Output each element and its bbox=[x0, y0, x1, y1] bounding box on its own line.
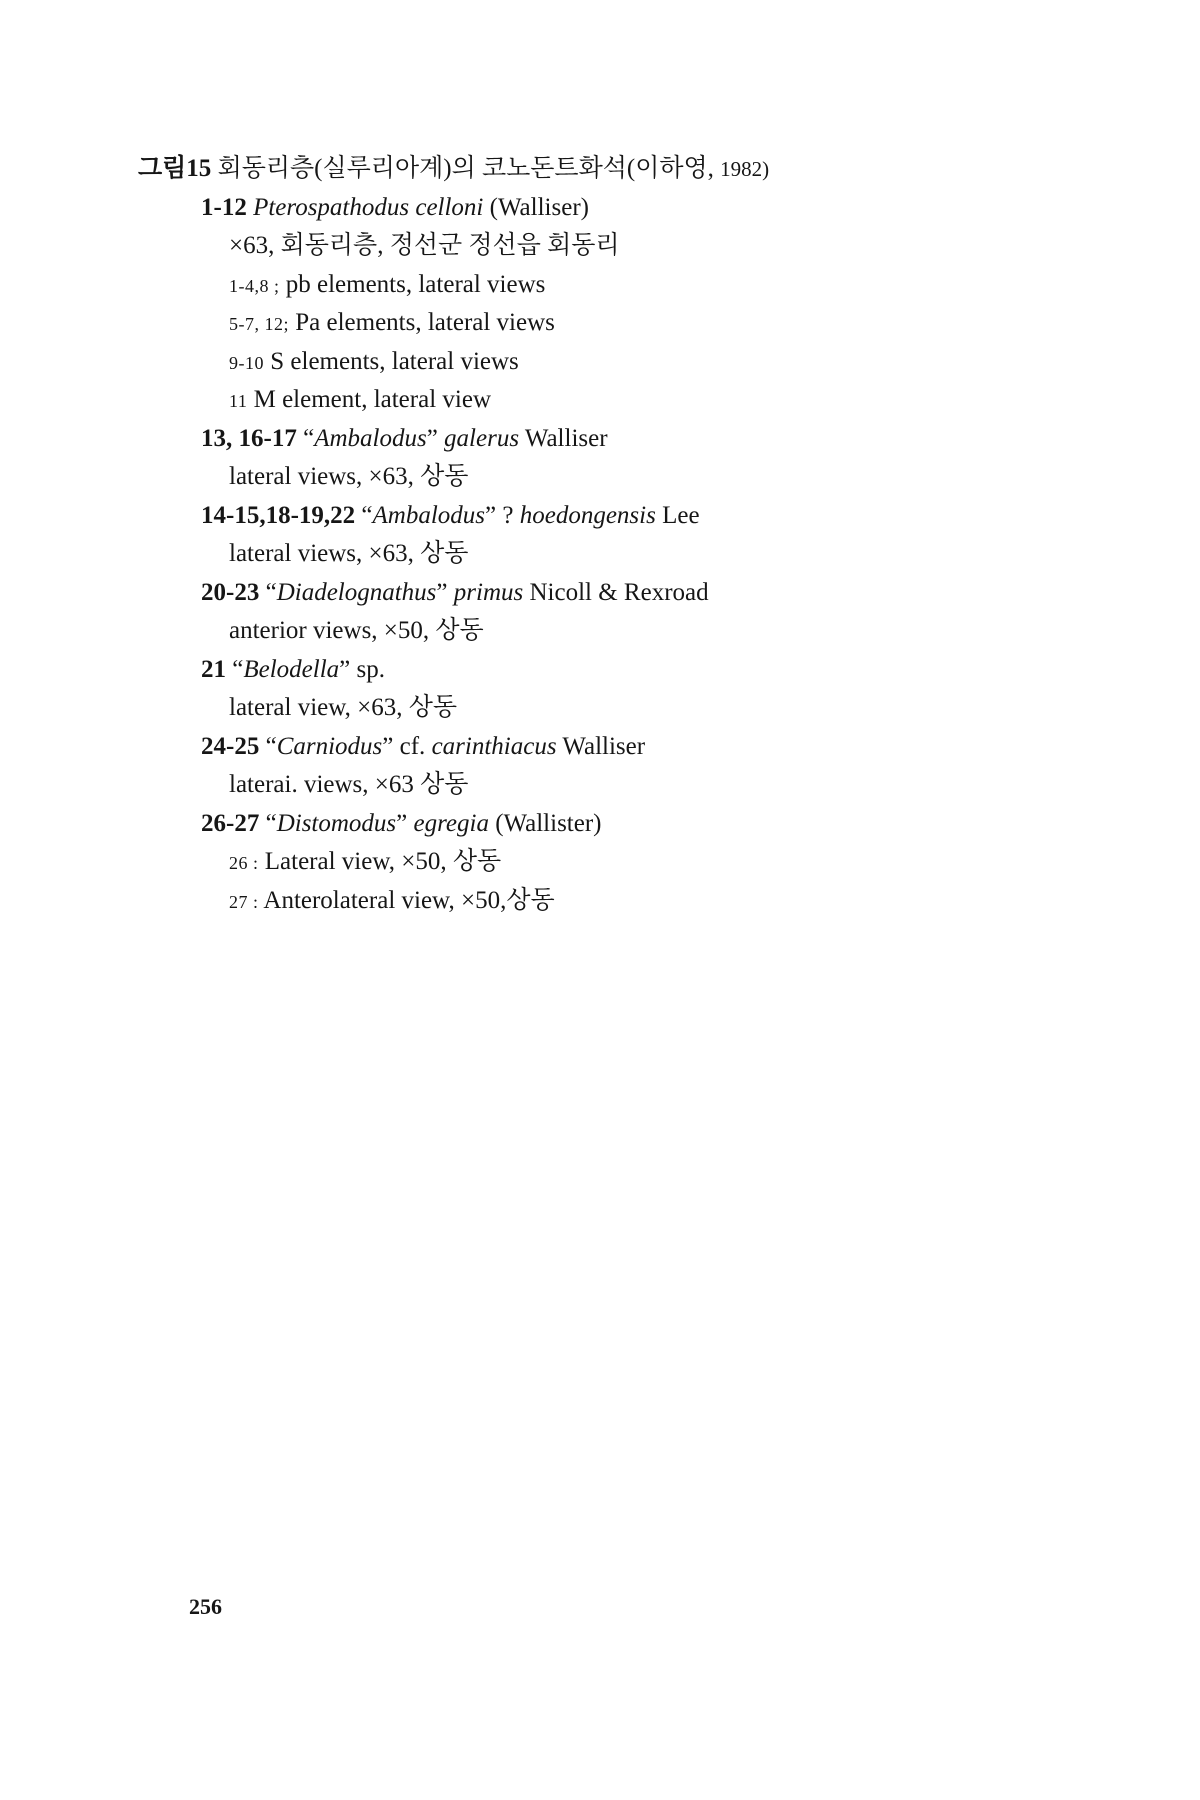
entry-taxon: Ambalodus bbox=[372, 501, 486, 529]
caption-subline bbox=[229, 689, 1038, 728]
caption-subline bbox=[229, 612, 1038, 651]
quote-close: ” bbox=[396, 809, 408, 837]
caption-subline bbox=[229, 304, 1038, 343]
entry-species: carinthiacus bbox=[431, 732, 557, 760]
entry-desc: M element, lateral view bbox=[253, 386, 491, 413]
entry-author: Walliser bbox=[524, 424, 608, 452]
entry-species: hoedongensis bbox=[519, 501, 656, 529]
entry-number: 20-23 bbox=[201, 578, 260, 606]
quote-close: ” bbox=[382, 732, 394, 760]
entry-text: lateral views, ×63, 상동 bbox=[229, 540, 469, 567]
figure-caption bbox=[138, 150, 1038, 920]
entry-taxon: Pterospathodus celloni bbox=[253, 193, 484, 221]
quote-open: “ bbox=[361, 501, 373, 529]
entry-number: 27 : bbox=[229, 891, 259, 912]
entry-desc: S elements, lateral views bbox=[270, 347, 519, 375]
entry-author: (Wallister) bbox=[495, 809, 602, 837]
caption-subline bbox=[229, 766, 1038, 805]
entry-author: Walliser bbox=[562, 732, 646, 760]
quote-open: “ bbox=[232, 655, 244, 683]
entry-number: 24-25 bbox=[201, 732, 260, 760]
entry-number: 13, 16-17 bbox=[201, 424, 297, 452]
caption-subline bbox=[229, 266, 1038, 305]
entry-number: 26 : bbox=[229, 853, 259, 873]
entry-species: galerus bbox=[444, 424, 520, 452]
entry-author: (Walliser) bbox=[489, 193, 589, 221]
entry-taxon: Ambalodus bbox=[314, 424, 427, 452]
caption-entry bbox=[201, 728, 1038, 767]
page-number: 256 bbox=[189, 1594, 222, 1619]
entry-number: 21 bbox=[201, 655, 226, 683]
entry-author: Lee bbox=[662, 501, 700, 529]
caption-entry bbox=[201, 420, 1038, 459]
entry-desc: Lateral view, ×50, 상동 bbox=[264, 848, 502, 875]
entry-text: anterior views, ×50, 상동 bbox=[229, 617, 484, 644]
entry-text: laterai. views, ×63 상동 bbox=[229, 771, 469, 798]
caption-subline bbox=[229, 381, 1038, 420]
entry-number: 9-10 bbox=[229, 352, 264, 373]
caption-entry bbox=[201, 574, 1038, 613]
entry-number: 1-12 bbox=[201, 193, 247, 221]
quote-close: ” bbox=[436, 578, 448, 606]
entry-desc: Pa elements, lateral views bbox=[295, 309, 555, 336]
entry-taxon: Carniodus bbox=[276, 732, 383, 760]
caption-entry bbox=[201, 651, 1038, 690]
caption-heading bbox=[138, 150, 1038, 189]
entry-taxon: Distomodus bbox=[276, 809, 397, 837]
entry-desc: Anterolateral view, ×50,상동 bbox=[263, 886, 555, 914]
entry-author: sp. bbox=[356, 655, 386, 683]
entry-number: 5-7, 12; bbox=[229, 314, 289, 334]
quote-close: ” bbox=[339, 655, 351, 683]
figure-year: 1982) bbox=[720, 157, 770, 181]
entry-qualifier: cf. bbox=[399, 732, 426, 760]
caption-subline bbox=[229, 343, 1038, 382]
caption-subline bbox=[229, 843, 1038, 882]
caption-subline bbox=[229, 458, 1038, 497]
entry-number: 11 bbox=[229, 391, 248, 411]
caption-subline bbox=[229, 227, 1038, 266]
entry-species: egregia bbox=[413, 809, 489, 837]
entry-species: primus bbox=[453, 578, 524, 606]
caption-subline bbox=[229, 535, 1038, 574]
entry-taxon: Diadelognathus bbox=[276, 578, 437, 606]
quote-open: “ bbox=[265, 578, 277, 606]
quote-close: ” ? bbox=[485, 501, 514, 529]
entry-taxon: Belodella bbox=[243, 655, 340, 683]
quote-close: ” bbox=[426, 424, 438, 452]
entry-author: Nicoll & Rexroad bbox=[529, 578, 709, 606]
caption-entry bbox=[201, 497, 1038, 536]
caption-subline bbox=[229, 882, 1038, 921]
entry-text: lateral views, ×63, 상동 bbox=[229, 463, 469, 490]
caption-entry bbox=[201, 189, 1038, 228]
entry-number: 14-15,18-19,22 bbox=[201, 501, 356, 529]
caption-entry bbox=[201, 805, 1038, 844]
entry-text: lateral view, ×63, 상동 bbox=[229, 694, 458, 721]
entry-text: ×63, 회동리층, 정선군 정선읍 회동리 bbox=[229, 232, 620, 259]
quote-open: “ bbox=[303, 424, 315, 452]
quote-open: “ bbox=[265, 732, 277, 760]
entry-number: 26-27 bbox=[201, 809, 260, 837]
entry-desc: pb elements, lateral views bbox=[285, 270, 546, 298]
figure-title: 회동리층(실루리아계)의 코노돈트화석(이하영, bbox=[217, 155, 714, 182]
entry-number: 1-4,8 ; bbox=[229, 275, 280, 296]
quote-open: “ bbox=[265, 809, 277, 837]
figure-label: 그림15 bbox=[138, 155, 212, 182]
